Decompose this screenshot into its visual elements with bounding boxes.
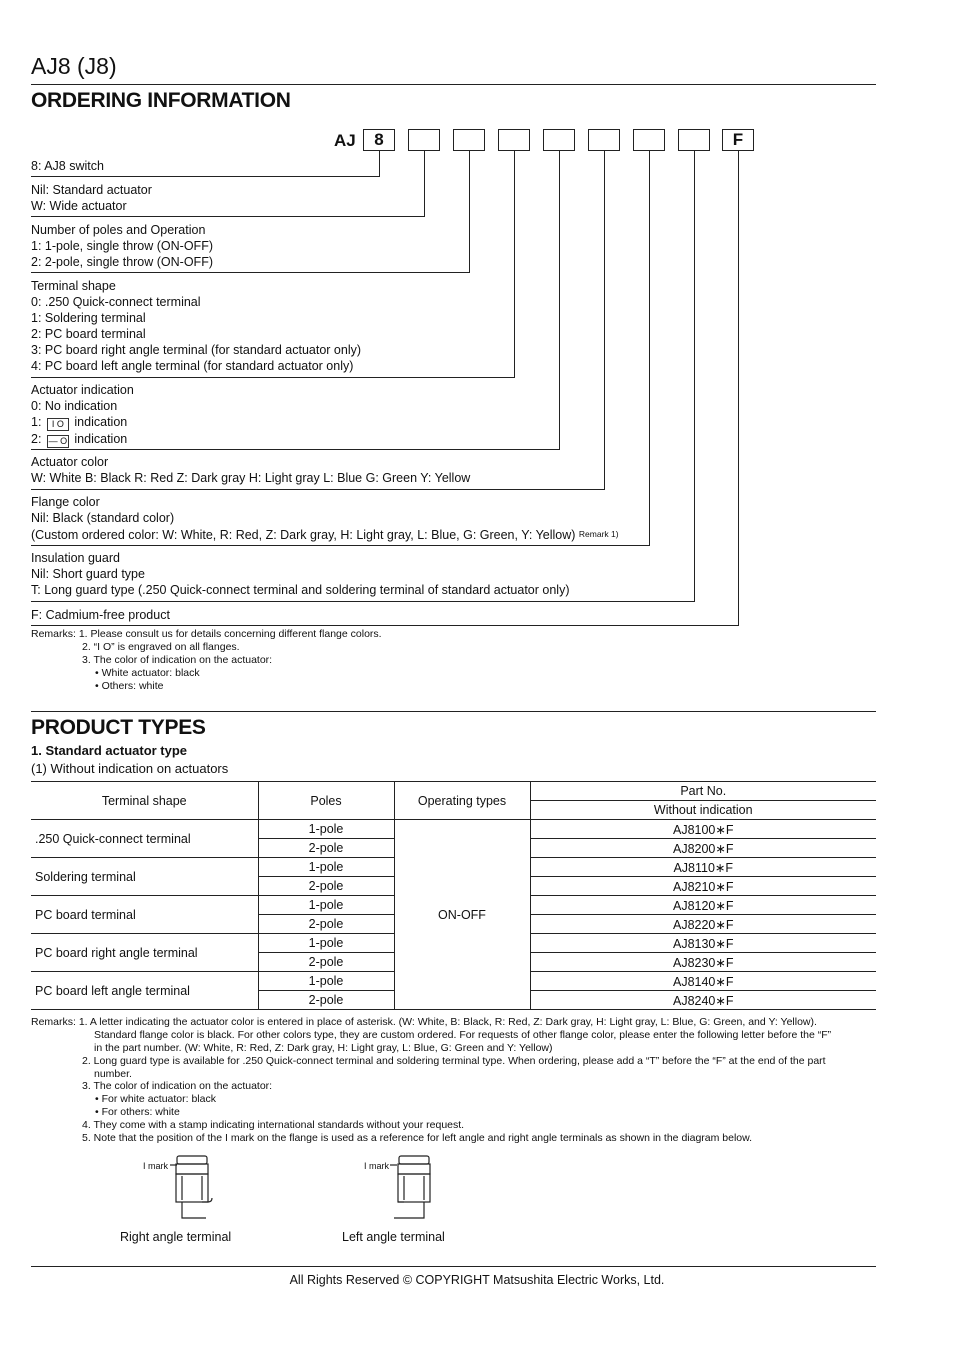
item-underline: [31, 216, 425, 217]
product-remark-1b: Standard flange color is black. For other colors type, they are custom ordered. For requests of other flange color, please enter the following letter before the “F”: [94, 1029, 832, 1041]
code-box-4: [498, 129, 530, 151]
item-underline: [31, 625, 739, 626]
terminal-shape-cell: .250 Quick-connect terminal: [31, 820, 258, 858]
terminal-shape-cell: PC board right angle terminal: [31, 934, 258, 972]
connector-line: [559, 151, 560, 449]
product-remark-1c: in the part number. (W: White, R: Red, Z: Dark gray, H: Light gray, L: Blue, G: Green and Y: Yellow): [94, 1042, 553, 1054]
code-box-6: [588, 129, 620, 151]
copyright-footer: All Rights Reserved © COPYRIGHT Matsushita Electric Works, Ltd.: [289, 1273, 665, 1287]
code-box-5: [543, 129, 575, 151]
dash-o-indication-icon: — O: [48, 436, 68, 446]
connector-line: [649, 151, 650, 545]
poles-cell: 2-pole: [258, 915, 394, 934]
ordering-item-actuator: Nil: Standard actuator W: Wide actuator: [31, 183, 152, 213]
header-poles: Poles: [258, 782, 394, 820]
item-underline: [31, 545, 650, 546]
item-underline: [31, 272, 470, 273]
poles-cell: 2-pole: [258, 991, 394, 1010]
ordering-remark-3a: • White actuator: black: [95, 667, 200, 679]
part-no-cell: AJ8210∗F: [530, 877, 876, 896]
ordering-remark-2: 2. “I O” is engraved on all flanges.: [82, 641, 240, 653]
left-angle-terminal-diagram: [388, 1152, 438, 1224]
poles-cell: 1-pole: [258, 934, 394, 953]
code-box-3: [453, 129, 485, 151]
remark-ref: Remark 1): [578, 529, 619, 539]
table-row: [31, 820, 876, 839]
ordering-item-flange-color: Flange color Nil: Black (standard color) (Custom ordered color: W: White, R: Red, Z: Dark gray, H: Light gray, L: Blue, G: Green, Y: Yellow) Remark 1): [31, 495, 619, 542]
section-divider: [31, 711, 876, 712]
ordering-item-insulation-guard: Insulation guard Nil: Short guard type T: Long guard type (.250 Quick-connect terminal and soldering terminal of standard actuator only): [31, 551, 570, 597]
ordering-remark-1: Remarks: 1. Please consult us for details concerning different flange colors.: [31, 628, 382, 640]
part-no-cell: AJ8100∗F: [530, 820, 876, 839]
terminal-shape-cell: Soldering terminal: [31, 858, 258, 896]
header-operating-types: Operating types: [394, 782, 530, 820]
poles-cell: 1-pole: [258, 972, 394, 991]
poles-cell: 2-pole: [258, 839, 394, 858]
header-without-indication: Without indication: [530, 801, 876, 820]
left-angle-caption: Left angle terminal: [342, 1230, 445, 1244]
product-remark-5: 5. Note that the position of the I mark on the flange is used as a reference for left angle and right angle terminals as shown in the diagram below.: [82, 1132, 753, 1144]
poles-cell: 1-pole: [258, 858, 394, 877]
poles-cell: 1-pole: [258, 896, 394, 915]
code-box-1: 8: [363, 129, 395, 151]
i-mark-label-right: I mark: [143, 1161, 169, 1171]
product-remark-1: Remarks: 1. A letter indicating the actuator color is entered in place of asterisk. (W: White, B: Black, R: Red, Z: Dark gray, H: Light gray, L: Blue, G: Green, and Y: Yellow).: [31, 1016, 817, 1028]
page-title: AJ8 (J8): [31, 53, 117, 79]
terminal-shape-cell: PC board terminal: [31, 896, 258, 934]
ordering-item-poles: Number of poles and Operation 1: 1-pole, single throw (ON-OFF) 2: 2-pole, single throw (ON-OFF): [31, 223, 213, 269]
title-divider: [31, 84, 876, 85]
item-underline: [31, 489, 605, 490]
part-no-cell: AJ8240∗F: [530, 991, 876, 1010]
poles-cell: 2-pole: [258, 953, 394, 972]
connector-line: [514, 151, 515, 377]
right-angle-terminal-diagram: [168, 1152, 218, 1224]
product-remark-4: 4. They come with a stamp indicating international standards without your request.: [82, 1119, 465, 1131]
product-remark-2: 2. Long guard type is available for .250 Quick-connect terminal and soldering terminal type. When ordering, please add a “T” before the “F” at the end of the part: [82, 1055, 826, 1067]
part-no-cell: AJ8220∗F: [530, 915, 876, 934]
part-no-cell: AJ8120∗F: [530, 896, 876, 915]
header-terminal-shape: Terminal shape: [31, 782, 258, 820]
poles-cell: 2-pole: [258, 877, 394, 896]
item-underline: [31, 176, 380, 177]
product-table: [31, 781, 876, 1010]
code-box-guard: [678, 129, 710, 151]
product-types-subheading: 1. Standard actuator type: [31, 743, 188, 758]
ordering-item-actuator-color: Actuator color W: White B: Black R: Red Z: Dark gray H: Light gray L: Blue G: Green Y: Yellow: [31, 455, 471, 485]
item-underline: [31, 449, 560, 450]
connector-line: [424, 151, 425, 216]
ordering-item-switch: 8: AJ8 switch: [31, 159, 104, 173]
connector-line: [469, 151, 470, 272]
item-underline: [31, 601, 695, 602]
i-mark-label-left: I mark: [364, 1161, 390, 1171]
product-remark-3b: • For others: white: [95, 1106, 180, 1118]
ordering-item-indication: Actuator indication 0: No indication 1: I O indication 2: — O indication: [31, 383, 134, 446]
part-no-cell: AJ8110∗F: [530, 858, 876, 877]
ordering-remark-3b: • Others: white: [95, 680, 164, 692]
ordering-prefix: AJ: [334, 131, 356, 150]
ordering-remark-3: 3. The color of indication on the actuator:: [82, 654, 273, 666]
code-box-2: [408, 129, 440, 151]
connector-line: [738, 151, 739, 625]
connector-line: [694, 151, 695, 601]
product-types-subsubheading: (1) Without indication on actuators: [31, 761, 229, 776]
item-underline: [31, 377, 515, 378]
connector-line: [379, 151, 380, 176]
terminal-shape-cell: PC board left angle terminal: [31, 972, 258, 1010]
connector-line: [604, 151, 605, 489]
footer-divider: [31, 1266, 876, 1267]
part-no-cell: AJ8230∗F: [530, 953, 876, 972]
part-no-cell: AJ8140∗F: [530, 972, 876, 991]
product-remark-3: 3. The color of indication on the actuator:: [82, 1080, 273, 1092]
io-indication-icon: I O: [47, 418, 69, 431]
ordering-heading: ORDERING INFORMATION: [31, 89, 291, 112]
part-no-cell: AJ8130∗F: [530, 934, 876, 953]
ordering-item-cadmium: F: Cadmium-free product: [31, 608, 170, 622]
part-no-cell: AJ8200∗F: [530, 839, 876, 858]
code-box-8: F: [722, 129, 754, 151]
product-remark-3a: • For white actuator: black: [95, 1093, 216, 1105]
right-angle-caption: Right angle terminal: [120, 1230, 232, 1244]
operating-type-cell: ON-OFF: [394, 820, 530, 1010]
product-remark-2b: number.: [94, 1068, 132, 1080]
product-types-heading: PRODUCT TYPES: [31, 716, 206, 739]
poles-cell: 1-pole: [258, 820, 394, 839]
ordering-item-terminal: Terminal shape 0: .250 Quick-connect terminal 1: Soldering terminal 2: PC board terminal 3: PC board right angle terminal (for standard actuator only) 4: PC board left angle terminal (for standard actuator only): [31, 279, 362, 373]
header-part-no: Part No.: [530, 782, 876, 801]
code-box-7: [633, 129, 665, 151]
